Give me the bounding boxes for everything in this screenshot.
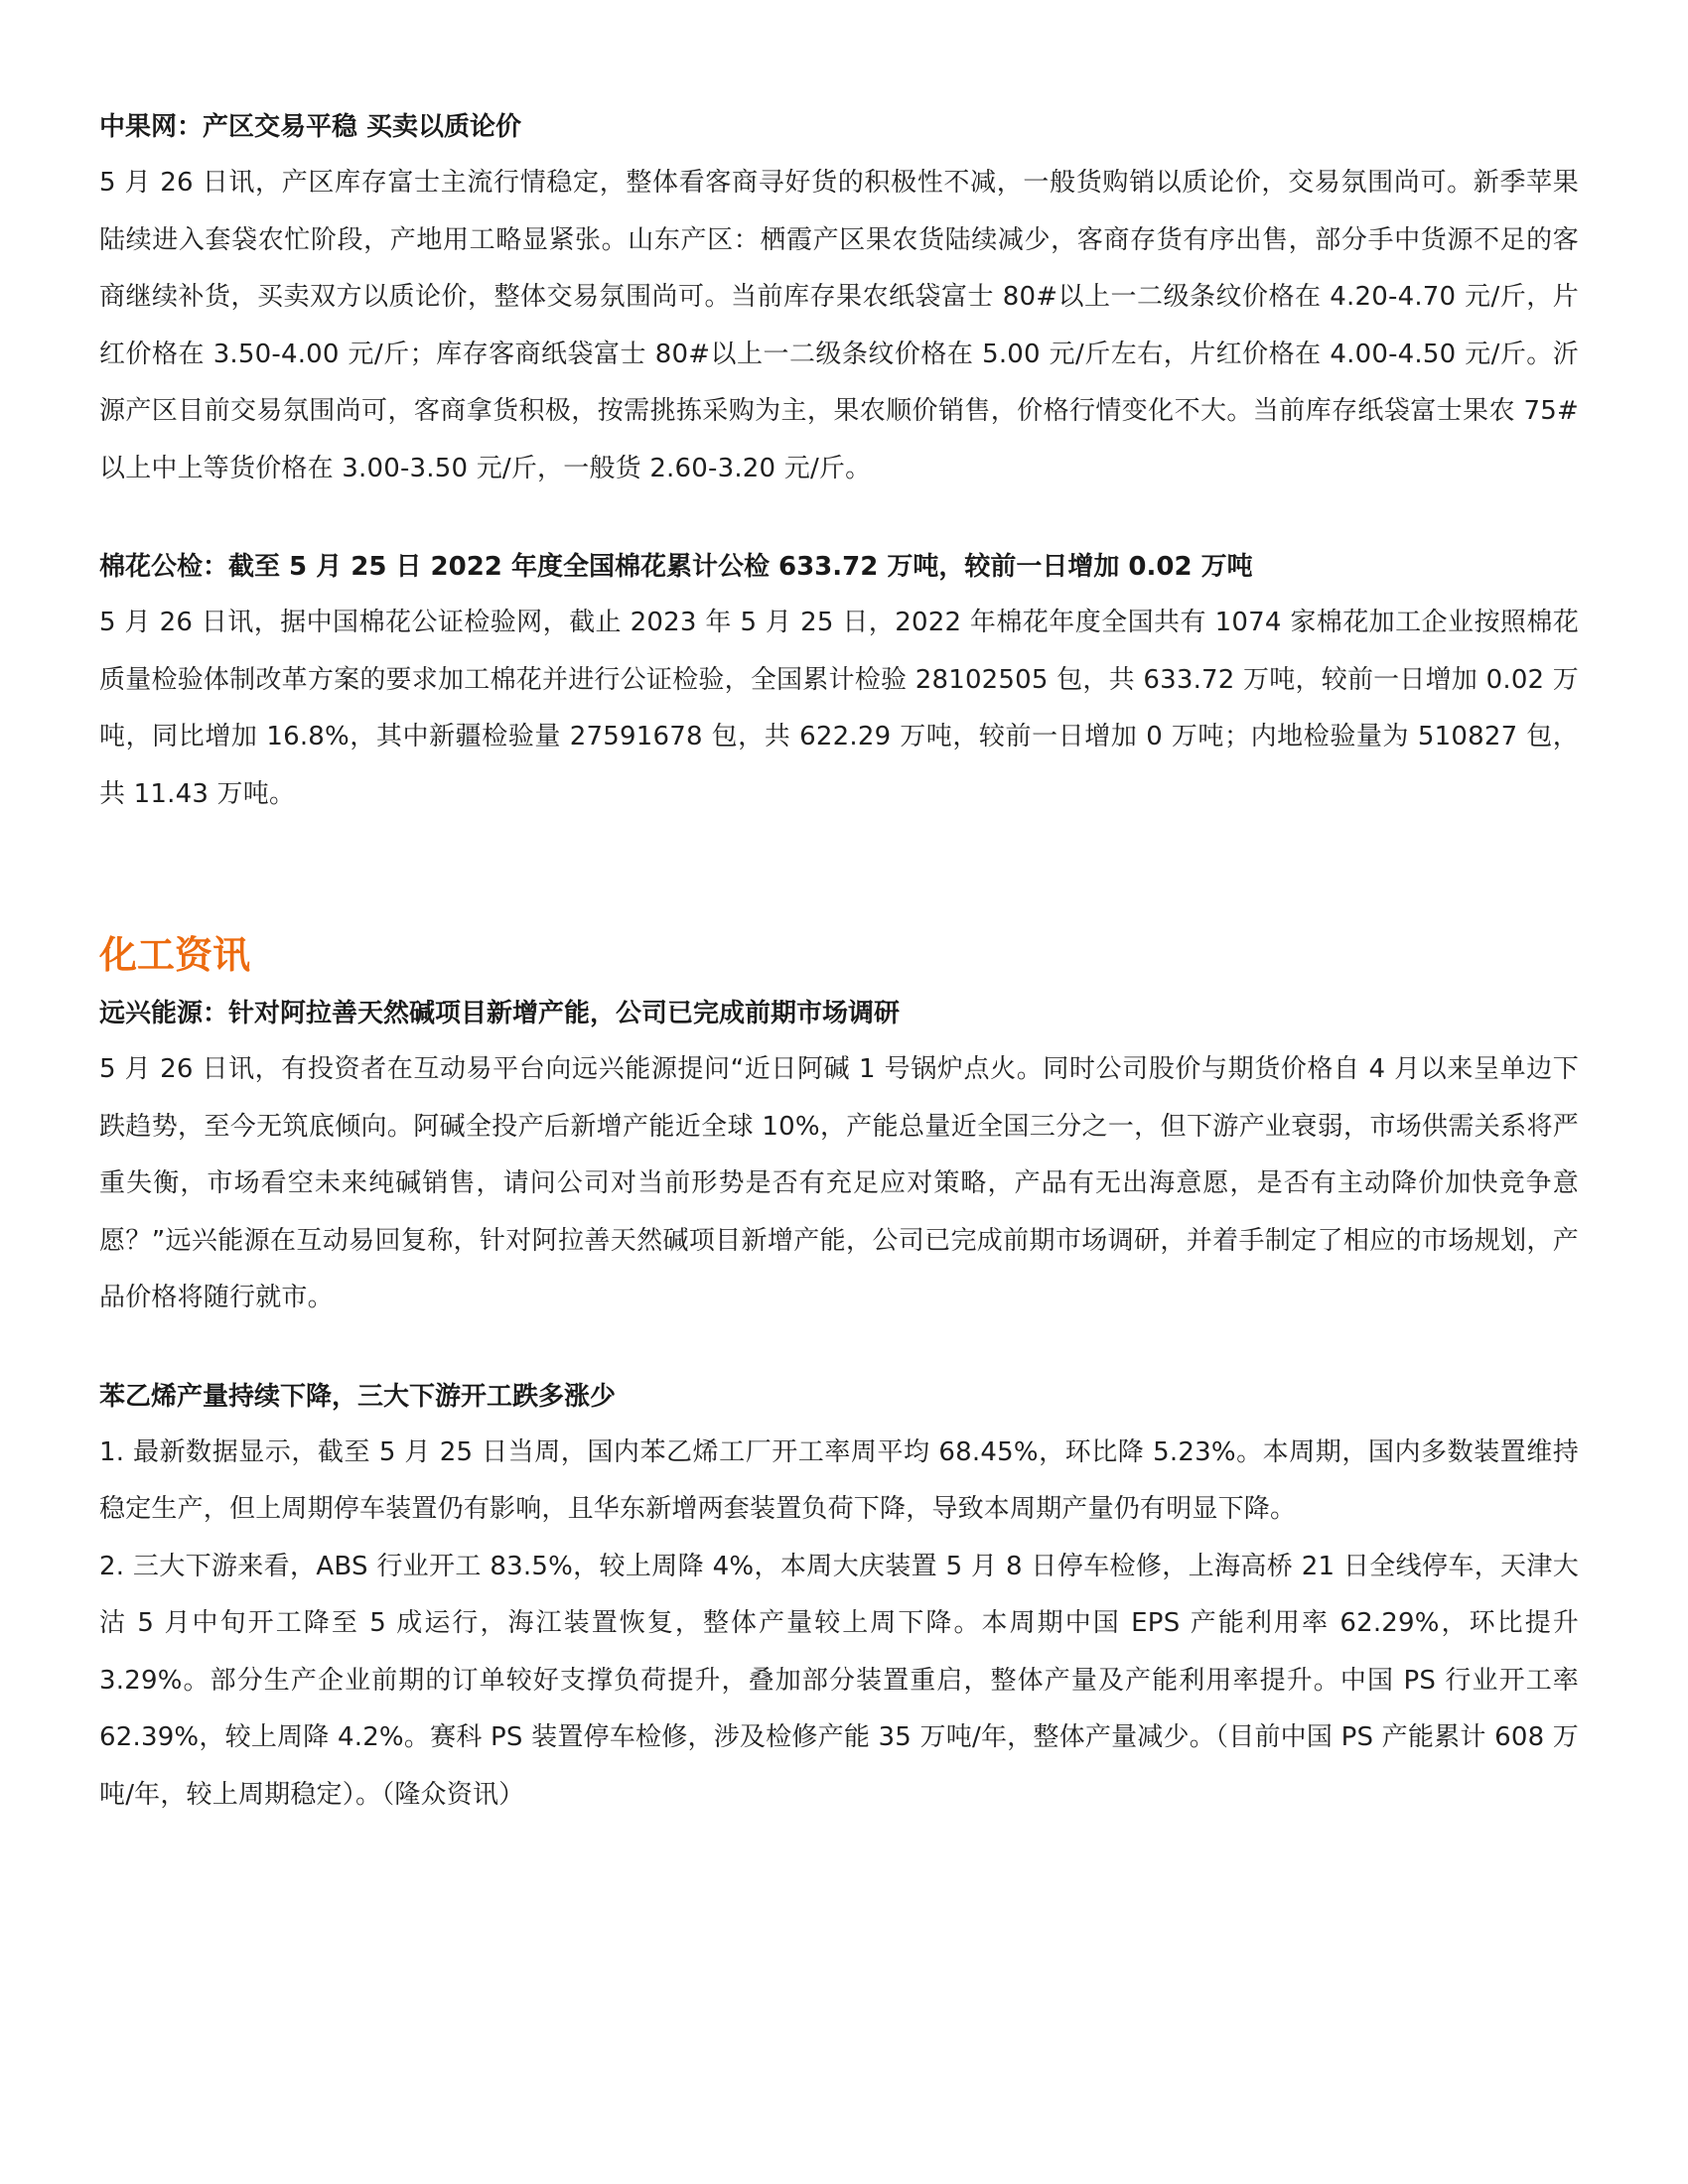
article-styrene-output (99, 1377, 1579, 1825)
section-title: 化工资讯 (99, 933, 251, 977)
article-yuanxing-energy (99, 994, 1579, 1327)
article-headline: 远兴能源：针对阿拉善天然碱项目新增产能，公司已完成前期市场调研 (99, 999, 901, 1028)
article-paragraph: 5 月 26 日讯，据中国棉花公证检验网，截止 2023 年 5 月 25 日，2022 年棉花年度全国共有 1074 家棉花加工企业按照棉花质量检验体制改革方案的要求加工棉花并进行公证检验，全国累计检验 28102505 包，共 633.72 万吨，较前一日增加 0.02 万吨，同比增加 16.8%，其中新疆检验量 27591678 包，共 622.29 万吨，较前一日增加 0 万吨；内地检验量为 510827 包，共 11.43 万吨。 (99, 608, 1579, 809)
spacer (99, 823, 1579, 930)
article-apple-market (99, 107, 1579, 497)
article-paragraph: 5 月 26 日讯，产区库存富士主流行情稳定，整体看客商寻好货的积极性不减，一般货购销以质论价，交易氛围尚可。新季苹果陆续进入套袋农忙阶段，产地用工略显紧张。山东产区：栖霞产区果农货陆续减少，客商存货有序出售，部分手中货源不足的客商继续补货，买卖双方以质论价，整体交易氛围尚可。当前库存果农纸袋富士 80#以上一二级条纹价格在 4.20-4.70 元/斤，片红价格在 3.50-4.00 元/斤；库存客商纸袋富士 80#以上一二级条纹价格在 5.00 元/斤左右，片红价格在 4.00-4.50 元/斤。沂源产区目前交易氛围尚可，客商拿货积极，按需挑拣采购为主，果农顺价销售，价格行情变化不大。当前库存纸袋富士果农 75#以上中上等货价格在 3.00-3.50 元/斤，一般货 2.60-3.20 元/斤。 (99, 168, 1579, 483)
page-content (99, 107, 1579, 1824)
article-paragraph: 2. 三大下游来看，ABS 行业开工 83.5%，较上周降 4%，本周大庆装置 5 月 8 日停车检修，上海高桥 21 日全线停车，天津大沽 5 月中旬开工降至 5 成运行，海江装置恢复，整体产量较上周下降。本周期中国 EPS 产能利用率 62.29%，环比提升 3.29%。部分生产企业前期的订单较好支撑负荷提升，叠加部分装置重启，整体产量及产能利用率提升。中国 PS 行业开工率 62.39%，较上周降 4.2%。赛科 PS 装置停车检修，涉及检修产能 35 万吨/年，整体产量减少。（目前中国 PS 产能累计 608 万吨/年，较上周期稳定）。（隆众资讯） (99, 1551, 1579, 1810)
article-paragraph: 5 月 26 日讯，有投资者在互动易平台向远兴能源提问“近日阿碱 1 号锅炉点火。同时公司股价与期货价格自 4 月以来呈单边下跌趋势，至今无筑底倾向。阿碱全投产后新增产能近全球 10%，产能总量近全国三分之一，但下游产业衰弱，市场供需关系将严重失衡，市场看空未来纯碱销售，请问公司对当前形势是否有充足应对策略，产品有无出海意愿，是否有主动降价加快竞争意愿？”远兴能源在互动易回复称，针对阿拉善天然碱项目新增产能，公司已完成前期市场调研，并着手制定了相应的市场规划，产品价格将随行就市。 (99, 1054, 1579, 1312)
spacer (99, 497, 1579, 547)
article-cotton-inspection (99, 547, 1579, 823)
article-paragraph: 1. 最新数据显示，截至 5 月 25 日当周，国内苯乙烯工厂开工率周平均 68.45%，环比降 5.23%。本周期，国内多数装置维持稳定生产，但上周期停车装置仍有影响，且华东新增两套装置负荷下降，导致本周期产量仍有明显下降。 (99, 1436, 1579, 1524)
article-headline: 棉花公检：截至 5 月 25 日 2022 年度全国棉花累计公检 633.72 万吨，较前一日增加 0.02 万吨 (99, 552, 1253, 582)
article-headline: 苯乙烯产量持续下降，三大下游开工跌多涨少 (99, 1381, 617, 1412)
article-headline: 中果网：产区交易平稳 买卖以质论价 (99, 112, 522, 142)
spacer (99, 1327, 1579, 1377)
